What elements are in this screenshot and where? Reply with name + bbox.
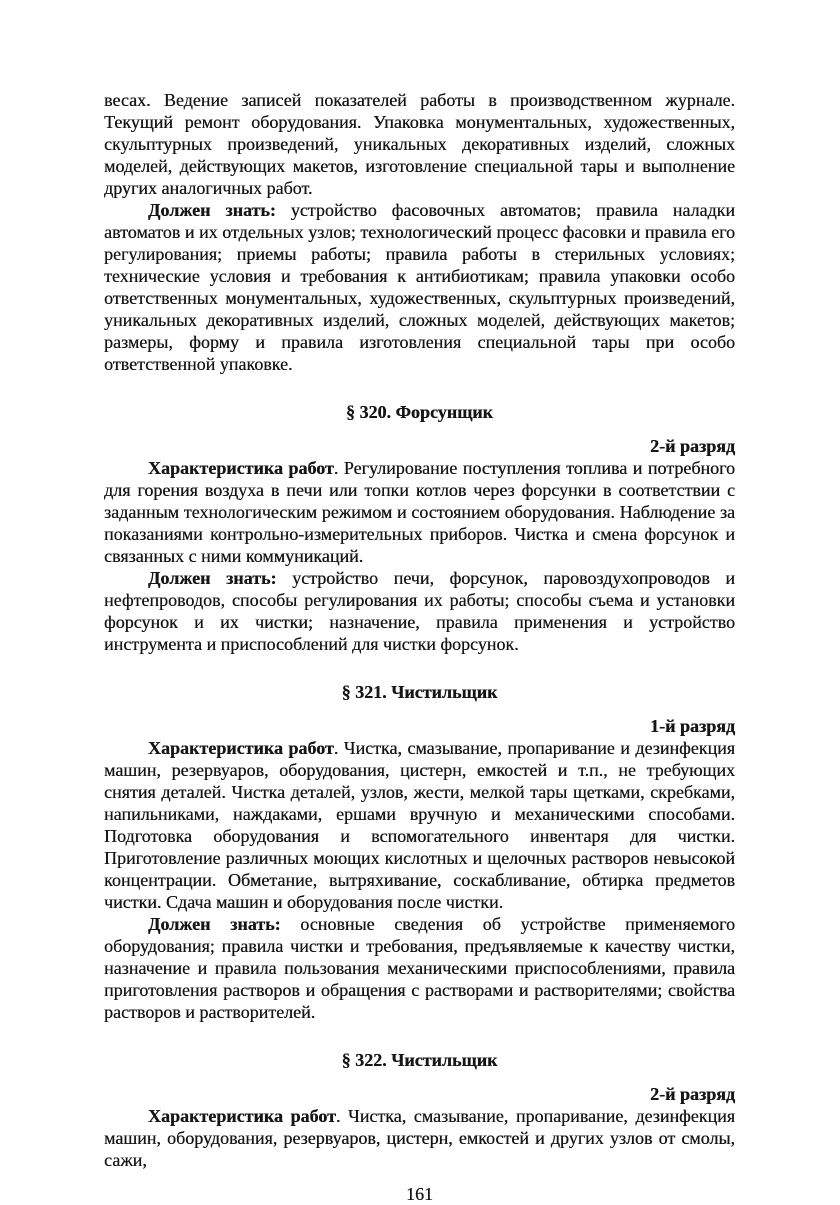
know-paragraph-320	[104, 567, 735, 655]
characteristic-text: . Чистка, смазывание, пропаривание, дезинфекция машин, оборудования, резервуаров, цистерн, емкостей и других узлов от смолы, сажи,	[104, 1106, 735, 1170]
characteristic-paragraph-320	[104, 457, 735, 567]
know-lead: Должен знать:	[148, 200, 276, 220]
continuation-paragraph: весах. Ведение записей показателей работы в производственном журнале. Текущий ремонт оборудования. Упаковка монументальных, художественных, скульптурных произведений, уникальных декоративных изделий, сложных моделей, действующих макетов, изготовление специальной тары и выполнение других аналогичных работ.	[104, 90, 735, 198]
characteristic-lead: Характеристика работ	[148, 458, 334, 478]
know-text: устройство фасовочных автоматов; правила наладки автоматов и их отдельных узлов; технологический процесс фасовки и правила его регулирования; приемы работы; правила работы в стерильных условиях; технические условия и требования к антибиотикам; правила упаковки особо ответственных монументальных, художественных, скульптурных произведений, уникальных декоративных изделий, сложных моделей, действующих макетов; размеры, форму и правила изготовления специальной тары при особо ответственной упаковке.	[104, 200, 735, 374]
characteristic-text: . Чистка, смазывание, пропаривание и дезинфекция машин, резервуаров, оборудования, цистерн, емкостей и т.п., не требующих снятия деталей. Чистка деталей, узлов, жести, мелкой тары щетками, скребками, напильниками, наждаками, ершами вручную и механическими способами. Подготовка оборудования и вспомогательного инвентаря для чистки. Приготовление различных моющих кислотных и щелочных растворов невысокой концентрации. Обметание, вытряхивание, соскабливание, обтирка предметов чистки. Сдача машин и оборудования после чистки.	[104, 738, 735, 912]
characteristic-paragraph-321	[104, 737, 735, 913]
know-text: устройство печи, форсунок, паровоздухопроводов и нефтепроводов, способы регулирования их работы; способы съема и установки форсунок и их чистки; назначение, правила применения и устройство инструмента и приспособлений для чистки форсунок.	[104, 568, 735, 654]
characteristic-lead: Характеристика работ	[148, 1106, 336, 1126]
grade-label-321: 1-й разряд	[650, 716, 735, 736]
characteristic-lead: Характеристика работ	[148, 738, 334, 758]
know-lead: Должен знать:	[148, 568, 277, 588]
section-heading-321: § 321. Чистильщик	[341, 682, 498, 702]
know-lead: Должен знать:	[148, 914, 281, 934]
grade-label-320: 2-й разряд	[650, 436, 735, 456]
characteristic-paragraph-322	[104, 1105, 735, 1171]
grade-label-322: 2-й разряд	[650, 1084, 735, 1104]
know-paragraph-321	[104, 913, 735, 1023]
section-heading-320: § 320. Форсунщик	[345, 402, 494, 422]
section-heading-322: § 322. Чистильщик	[341, 1050, 498, 1070]
know-text: основные сведения об устройстве применяемого оборудования; правила чистки и требования, предъявляемые к качеству чистки, назначение и правила пользования механическими приспособлениями, правила приготовления растворов и обращения с растворами и растворителями; свойства растворов и растворителей.	[104, 914, 735, 1022]
characteristic-text: . Регулирование поступления топлива и потребного для горения воздуха в печи или топки котлов через форсунки в соответствии с заданным технологическим режимом и состоянием оборудования. Наблюдение за показаниями контрольно-измерительных приборов. Чистка и смена форсунок и связанных с ними коммуникаций.	[104, 458, 735, 566]
page-number: 161	[406, 1184, 433, 1204]
document-page	[104, 89, 735, 1205]
continuation-know-paragraph	[104, 199, 735, 375]
